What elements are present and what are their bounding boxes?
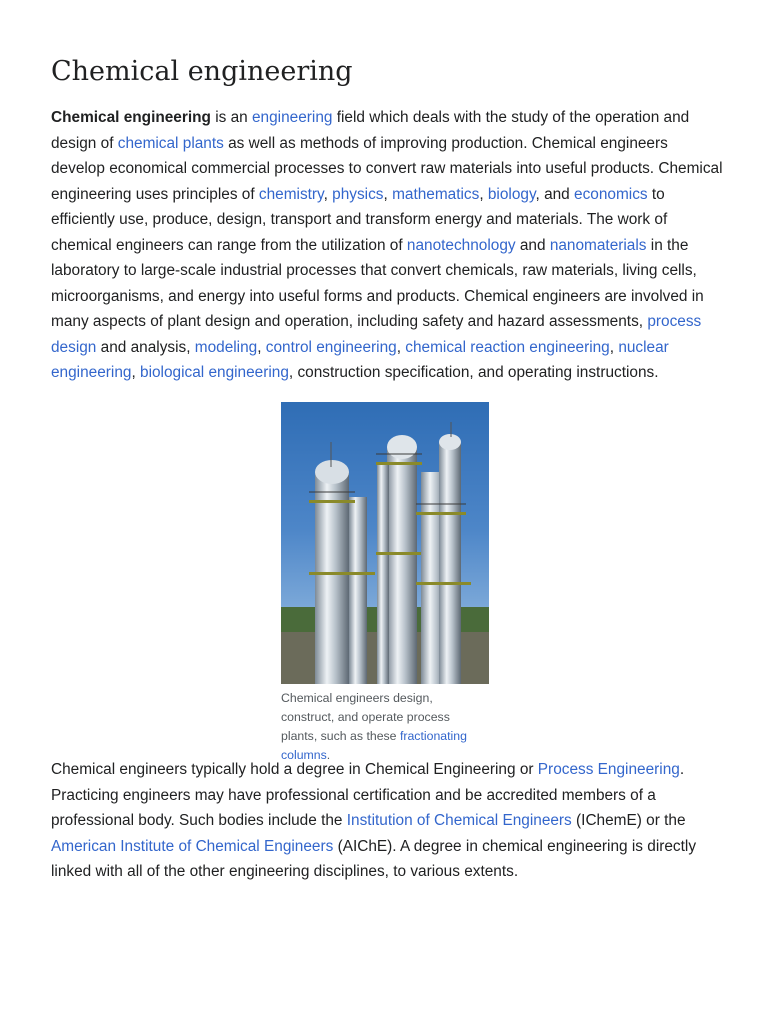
link-economics[interactable]: economics xyxy=(574,185,648,203)
bold-term: Chemical engineering xyxy=(51,109,211,126)
text: is an xyxy=(210,109,252,126)
figure xyxy=(281,402,489,765)
link-nanomaterials[interactable]: nanomaterials xyxy=(549,236,647,254)
separator: , xyxy=(396,338,406,356)
text: as well as methods of improving production. Chemical engineers develop economical commercial processes to convert raw materials into useful products. Chemical engineering uses principles of xyxy=(51,134,723,203)
link-aiche[interactable]: American Institute of Chemical Engineers xyxy=(51,837,334,855)
link-mathematics[interactable]: mathematics xyxy=(392,185,480,203)
link-chemistry[interactable]: chemistry xyxy=(258,185,324,203)
page-title: Chemical engineering xyxy=(51,56,353,87)
link-engineering[interactable]: engineering xyxy=(252,109,333,126)
link-modeling[interactable]: modeling xyxy=(194,338,258,356)
link-nanotechnology[interactable]: nanotechnology xyxy=(406,236,516,254)
link-process-design[interactable]: process design xyxy=(51,313,702,356)
text: (IChemE) or the xyxy=(571,812,686,829)
link-biological-engineering[interactable]: biological engineering xyxy=(140,364,289,381)
separator: , xyxy=(609,338,619,356)
text: (AIChE). A degree in chemical engineering is directly linked with all of the other engineering disciplines, to various extents. xyxy=(51,837,697,880)
link-process-engineering[interactable]: Process Engineering xyxy=(537,761,680,778)
fractionating-columns-photo[interactable] xyxy=(281,402,489,684)
text: and analysis, xyxy=(96,338,195,356)
text: Chemical engineers typically hold a degree in Chemical Engineering or xyxy=(51,761,538,778)
link-physics[interactable]: physics xyxy=(332,185,384,203)
separator: , xyxy=(479,185,488,203)
link-chemical-reaction-engineering[interactable]: chemical reaction engineering xyxy=(405,338,610,356)
text: and xyxy=(515,236,550,254)
separator: , xyxy=(383,185,393,203)
intro-paragraph xyxy=(51,105,723,386)
link-chemical-plants[interactable]: chemical plants xyxy=(117,134,224,152)
text: in the laboratory to large-scale industrial processes that convert chemicals, raw materials, living cells, microorganisms, and energy into useful forms and products. Chemical engineers are involved in many aspects of plant design and operation, including safety and hazard assessments, xyxy=(51,236,704,330)
separator: , xyxy=(323,185,333,203)
text: . Practicing engineers may have professional certification and be accredited members of a professional body. Such bodies include the xyxy=(51,761,685,829)
caption-end: . xyxy=(326,748,331,762)
degree-paragraph xyxy=(51,757,723,885)
link-fractionating-columns[interactable]: fractionating columns xyxy=(281,729,467,762)
separator: , xyxy=(257,338,266,356)
link-biology[interactable]: biology xyxy=(487,185,536,203)
plant-illustration xyxy=(281,402,489,684)
text: , and xyxy=(535,185,575,203)
text: field which deals with the study of the operation and design of xyxy=(51,109,690,152)
caption-text: Chemical engineers design, construct, and operate process plants, such as these xyxy=(281,691,450,743)
link-control-engineering[interactable]: control engineering xyxy=(265,338,397,356)
text: to efficiently use, produce, design, transport and transform energy and materials. The work of chemical engineers can range from the utilization of xyxy=(51,185,668,254)
separator: , xyxy=(131,364,141,381)
link-nuclear-engineering[interactable]: nuclear engineering xyxy=(51,338,669,381)
link-icheme[interactable]: Institution of Chemical Engineers xyxy=(346,812,572,829)
text: , construction specification, and operating instructions. xyxy=(288,364,659,381)
figure-caption xyxy=(281,689,489,765)
